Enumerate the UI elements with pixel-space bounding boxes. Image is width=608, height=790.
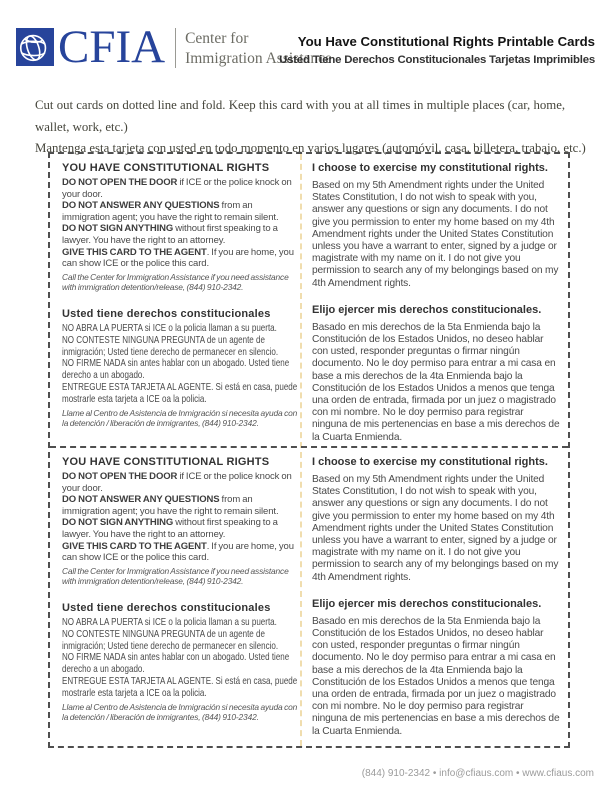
rights-item: DO NOT ANSWER ANY QUESTIONS from an immigration agent; you have the right to remain silent. [62, 494, 279, 517]
card-back-panel [312, 456, 560, 746]
assistance-note-english: Call the Center for Immigration Assistance if you need assistance with immigration detention/release, (844) 910-2342. [62, 565, 289, 587]
rights-item: DO NOT ANSWER ANY QUESTIONS from an immigration agent; you have the right to remain silent. [62, 200, 279, 223]
rights-item: DO NOT OPEN THE DOOR if ICE or the police knock on your door. [62, 177, 292, 200]
assistance-note-english: Call the Center for Immigration Assistance if you need assistance with immigration detention/release, (844) 910-2342. [62, 271, 289, 293]
cut-instructions-spanish: Mantenga esta tarjeta con usted en todo momento en varios lugares (automóvil, casa, billetera, trabajo, etc.) [35, 141, 586, 155]
card-back-panel [312, 162, 560, 446]
rights-item: GIVE THIS CARD TO THE AGENT. If you are home, you can show ICE or the police this card. [62, 540, 294, 564]
rights-item: NO ABRA LA PUERTA si ICE o la policia llaman a su puerta. [62, 616, 277, 628]
page-title [279, 34, 595, 66]
assistance-note-spanish: Llame al Centro de Asistencia de Inmigración si necesita ayuda con la detención / liberación de inmigrantes, (844) 910-2342. [62, 407, 298, 429]
card-front-spanish [62, 308, 302, 429]
page-title-english: You Have Constitutional Rights Printable Cards [297, 34, 595, 49]
card-back-title-spanish: Elijo ejercer mis derechos constitucionales. [312, 303, 542, 316]
card-front-english [62, 162, 302, 293]
statement-spanish: Basado en mis derechos de la 5ta Enmienda bajo la Constitución de los Estados Unidos, no deseo hablar con usted, responder preguntas o firmar ningún documento. No le doy permiso para entrar a mi casa en base a mis derechos de la 4ta Enmienda bajo la Constitución de los Estados Unidos a menos que tenga una orden de entrada, firmada por un juez o magistrado con mi nombre. No le doy permiso para registrar ninguna de mis pertenencias en base a mis derechos de la Cuarta Enmienda. [312, 321, 560, 443]
card-back-title-english: I choose to exercise my constitutional rights. [312, 456, 548, 468]
rights-items-spanish [62, 323, 308, 406]
rights-item: NO FIRME NADA sin antes hablar con un abogado. Usted tiene derecho a un abogado. [62, 652, 290, 676]
assistance-note-spanish: Llame al Centro de Asistencia de Inmigración si necesita ayuda con la detención / liberación de inmigrantes, (844) 910-2342. [62, 701, 298, 723]
rights-item: NO FIRME NADA sin antes hablar con un abogado. Usted tiene derecho a un abogado. [62, 358, 290, 382]
rights-item: ENTREGUE ESTA TARJETA AL AGENTE. Si está en casa, puede mostrarle esta tarjeta a ICE oa la policia. [62, 381, 298, 405]
card-back-title-english: I choose to exercise my constitutional rights. [312, 162, 548, 174]
card-back-english [312, 162, 560, 290]
card-front-title-spanish: Usted tiene derechos constitucionales [62, 307, 271, 320]
printable-cards-container [48, 152, 570, 748]
card-back-english [312, 456, 560, 584]
rights-item: GIVE THIS CARD TO THE AGENT. If you are home, you can show ICE or the police this card. [62, 246, 294, 270]
statement-english: Based on my 5th Amendment rights under the United States Constitution, I do not wish to speak with you, answer any questions or sign any documents. I do not give you permission to enter my home based on my 4th Amendment rights under the United States Constitution unless you have a warrant to enter, signed by a judge or magistrate with my name on it. I do not give you permission to search any of my belongings based on my 4th Amendment rights. [312, 474, 559, 583]
rights-item: DO NOT OPEN THE DOOR if ICE or the police knock on your door. [62, 471, 292, 494]
card-front-title-english: YOU HAVE CONSTITUTIONAL RIGHTS [62, 456, 270, 468]
rights-item: ENTREGUE ESTA TARJETA AL AGENTE. Si está en casa, puede mostrarle esta tarjeta a ICE oa la policia. [62, 675, 298, 699]
contact-footer: (844) 910-2342 • info@cfiaus.com • www.cfiaus.com [361, 768, 594, 779]
card-front-title-spanish: Usted tiene derechos constitucionales [62, 601, 271, 614]
card-front-panel [62, 456, 302, 746]
logo-org-line1: Center for [185, 30, 249, 47]
globe-icon [16, 28, 54, 66]
logo-divider [175, 28, 176, 68]
page-title-spanish: Usted Tiene Derechos Constitucionales Tarjetas Imprimibles [279, 54, 595, 66]
card-front-english [62, 456, 302, 587]
cut-instructions [35, 95, 600, 160]
rights-item: NO ABRA LA PUERTA si ICE o la policia llaman a su puerta. [62, 322, 277, 334]
card-back-title-spanish: Elijo ejercer mis derechos constitucionales. [312, 597, 542, 610]
rights-card [50, 446, 568, 746]
rights-item: NO CONTESTE NINGUNA PREGUNTA de un agente de inmigración; Usted tiene derecho de permanecer en silencio. [62, 334, 279, 358]
rights-item: NO CONTESTE NINGUNA PREGUNTA de un agente de inmigración; Usted tiene derecho de permanecer en silencio. [62, 628, 279, 652]
rights-item: DO NOT SIGN ANYTHING without first speaking to a lawyer. You have the right to an attorney. [62, 517, 278, 540]
card-front-panel [62, 162, 302, 446]
rights-items-spanish [62, 617, 308, 700]
card-back-spanish [312, 598, 560, 738]
rights-item: DO NOT SIGN ANYTHING without first speaking to a lawyer. You have the right to an attorney. [62, 223, 278, 246]
card-front-spanish [62, 602, 302, 723]
statement-spanish: Basado en mis derechos de la 5ta Enmienda bajo la Constitución de los Estados Unidos, no deseo hablar con usted, responder preguntas o firmar ningún documento. No le doy permiso para entrar a mi casa en base a mis derechos de la 4ta Enmienda bajo la Constitución de los Estados Unidos a menos que tenga una orden de entrada, firmada por un juez o magistrado con mi nombre. No le doy permiso para registrar ninguna de mis pertenencias en base a mis derechos de la Cuarta Enmienda. [312, 615, 560, 737]
rights-card [50, 154, 568, 446]
logo-org-line2: Immigration Assistance [185, 49, 332, 67]
card-back-spanish [312, 304, 560, 444]
logo-acronym: CFIA [58, 21, 166, 73]
cut-instructions-english: Cut out cards on dotted line and fold. Keep this card with you at all times in multiple places (car, home, wallet, work, etc.) [35, 98, 566, 134]
statement-english: Based on my 5th Amendment rights under the United States Constitution, I do not wish to speak with you, answer any questions or sign any documents. I do not give you permission to enter my home based on my 4th Amendment rights under the United States Constitution unless you have a warrant to enter, signed by a judge or magistrate with my name on it. I do not give you permission to search any of my belongings based on my 4th Amendment rights. [312, 180, 559, 289]
card-front-title-english: YOU HAVE CONSTITUTIONAL RIGHTS [62, 162, 270, 174]
